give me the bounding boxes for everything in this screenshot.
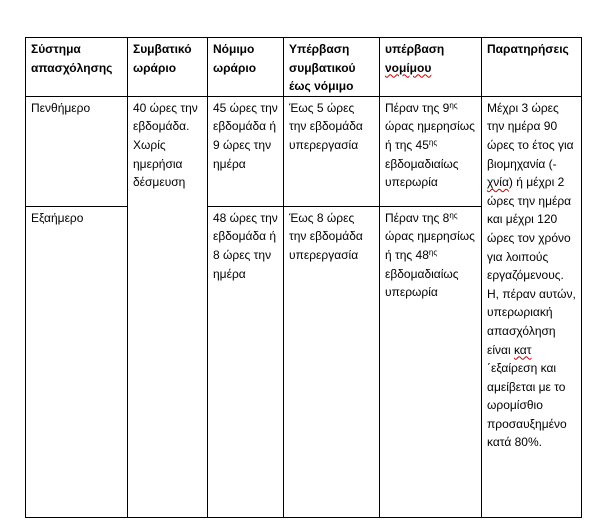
exceed-legal-six-day-mid: ώρας ημερησίως ή της 48 (385, 229, 475, 262)
exceed-legal-six-day-post: εβδομαδιαίως υπερωρία (385, 266, 459, 300)
remarks-text-1: Μέχρι 3 ώρες την ημέρα 90 ώρες το έτος για βιομηχανία (- (487, 100, 574, 171)
header-contractual-hours: Συμβατικό ωράριο (128, 38, 208, 97)
exceed-legal-five-day-sup1: ης (449, 100, 458, 110)
header-employment-system: Σύστημα απασχόλησης (26, 38, 128, 97)
header-exceed-contractual: Υπέρβαση συμβατικού έως νόμιμο (284, 38, 380, 97)
header-exceed-legal-wavy: νομίμου (385, 60, 432, 75)
working-hours-table (25, 37, 582, 518)
cell-system-six-day: Εξαήμερο (26, 206, 128, 517)
cell-system-five-day: Πενθήμερο (26, 96, 128, 206)
exceed-legal-five-day-mid: ώρας ημερησίως ή της 45 (385, 119, 475, 152)
cell-legal-six-day: 48 ώρες την εβδομάδα ή 8 ώρες την ημέρα (208, 206, 284, 517)
header-exceed-legal-text: υπέρβαση (385, 42, 445, 56)
cell-exceed-contractual-five-day: Έως 5 ώρες την εβδομάδα υπερεργασία (284, 96, 380, 206)
remarks-text-3: ΄εξαίρεση και αμείβεται με το ωρομίσθιο προσαυξημένο κατά 80%. (487, 361, 567, 450)
remarks-wavy-1: χνία (487, 175, 509, 190)
exceed-legal-six-day-sup2: ης (428, 247, 438, 257)
cell-exceed-legal-six-day (380, 206, 482, 517)
cell-exceed-legal-five-day (380, 96, 482, 206)
cell-exceed-contractual-six-day: Έως 8 ώρες την εβδομάδα υπερεργασία (284, 206, 380, 517)
remarks-text-2: ) ή μέχρι 2 ώρες την ημέρα και μέχρι 120 ώρες τον χρόνο για λοιπούς εργαζόμενους. Η, πέραν αυτών, υπερωριακή απασχόληση είναι (487, 175, 576, 357)
header-remarks: Παρατηρήσεις (482, 38, 582, 97)
exceed-legal-six-day-sup1: ης (449, 210, 458, 220)
header-exceed-legal (380, 38, 482, 97)
cell-remarks (482, 96, 582, 517)
exceed-legal-five-day-post: εβδομαδιαίως υπερωρία (385, 156, 459, 190)
remarks-wavy-2: κατ (513, 342, 532, 357)
header-row (26, 38, 582, 97)
exceed-legal-five-day-pre: Πέραν της 9 (385, 100, 450, 115)
exceed-legal-five-day-sup2: ης (428, 137, 438, 147)
table-row-five-day (26, 96, 582, 206)
header-legal-hours: Νόμιμο ωράριο (208, 38, 284, 97)
cell-contractual-hours: 40 ώρες την εβδομάδα. Χωρίς ημερήσια δέσμευση (128, 96, 208, 517)
exceed-legal-six-day-pre: Πέραν της 8 (385, 210, 450, 225)
cell-legal-five-day: 45 ώρες την εβδομάδα ή 9 ώρες την ημέρα (208, 96, 284, 206)
